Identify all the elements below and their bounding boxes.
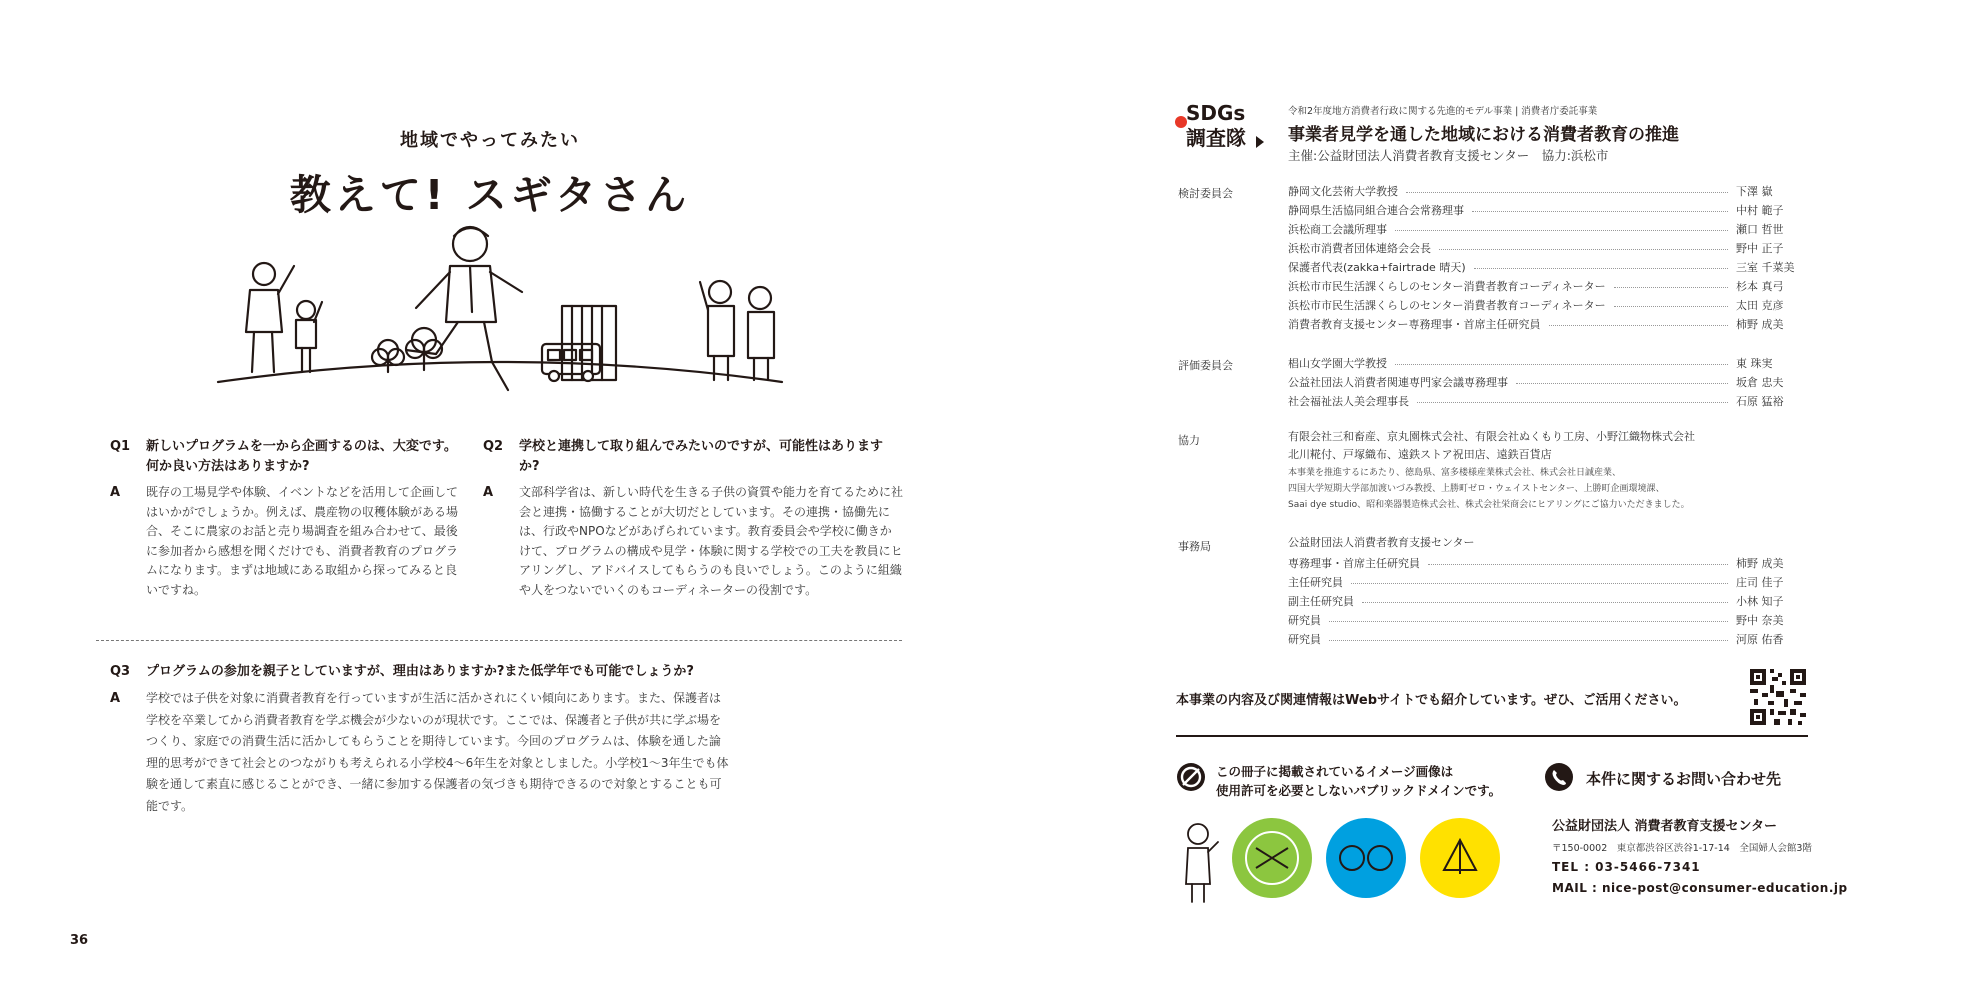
member-row: 専務理事・首席主任研究員 柿野 成美 (1288, 556, 1784, 570)
note-line: Saai dye studio、昭和楽器製造株式会社、株式会社栄商会にヒアリングにご協力いただきました。 (1288, 500, 1690, 510)
logo-text-top: SDGs (1186, 101, 1246, 125)
qr-code-icon[interactable] (1750, 669, 1806, 725)
member-row: 静岡県生活協同組合連合会常務理事 中村 範子 (1288, 203, 1784, 217)
contact-org: 公益財団法人 消費者教育支援センター (1552, 819, 1778, 834)
phone-icon (1544, 762, 1574, 792)
question-row (110, 437, 466, 477)
answer-mark: A (110, 485, 121, 500)
answer-row (483, 483, 903, 600)
public-domain-icon (1176, 762, 1206, 792)
member-row: 主任研究員 庄司 佳子 (1288, 575, 1784, 589)
logo-text-bottom: 調査隊 (1186, 126, 1246, 150)
note-line: 本事業を推進するにあたり、徳島県、富多楼様産業株式会社、株式会社日誠産業、 (1288, 468, 1622, 478)
evaluation-committee-label: 評価委員会 (1178, 359, 1233, 372)
member-row: 浜松市消費者団体連絡会会長 野中 正子 (1288, 241, 1784, 255)
answer-text: 既存の工場見学や体験、イベントなどを活用して企画してはいかがでしょうか。例えば、農産物の収穫体験がある場合、そこに農家のお話と売り場調査を組み合わせて、最後に参加者から感想を聞くだけでも、消費者教育のプログラムになります。まずは地域にある取組から探ってみると良いですね。 (146, 485, 459, 597)
cooperation-text (1288, 428, 1695, 464)
review-committee-list (1288, 181, 1798, 333)
cooperation-line: 北川糀付、戸塚織布、遠鉄ストア祝田店、遠鉄百貨店 (1288, 448, 1552, 461)
member-row: 浜松商工会議所理事 瀬口 哲世 (1288, 222, 1784, 236)
question-row (483, 437, 903, 477)
contact-mail[interactable]: MAIL : nice-post@consumer-education.jp (1552, 881, 1848, 895)
member-row: 社会福祉法人美会理事長 石原 猛裕 (1288, 394, 1784, 408)
question-text: プログラムの参加を親子としていますが、理由はありますか?また低学年でも可能でしょうか? (146, 664, 694, 679)
contact-title: 本件に関するお問い合わせ先 (1586, 770, 1782, 788)
qa-item-3 (110, 662, 730, 817)
note-line: 四国大学短期大学部加渡いづみ教授、上勝町ゼロ・ウェイストセンター、上勝町企画環境課、 (1288, 484, 1665, 494)
secretariat-org: 公益財団法人消費者教育支援センター (1288, 536, 1475, 549)
member-row: 研究員 河原 佑香 (1288, 632, 1784, 646)
project-meta: 令和2年度地方消費者行政に関する先進的モデル事業 | 消費者庁委託事業 (1288, 106, 1598, 117)
contact-address: 〒150-0002 東京都渋谷区渋谷1-17-14 全国婦人会館3階 (1552, 843, 1812, 854)
note-line: 使用許可を必要としないパブリックドメインです。 (1216, 783, 1502, 798)
qa-item-1 (110, 437, 466, 600)
member-row: 保護者代表(zakka+fairtrade 晴天) 三室 千菜美 (1288, 260, 1795, 274)
page-number: 36 (70, 933, 89, 948)
cooperation-note (1288, 465, 1690, 513)
sdgs-stickers-illustration (1176, 812, 1516, 907)
section-divider (96, 640, 902, 641)
page-title: 教えて! スギタさん (289, 171, 691, 219)
secretariat-label: 事務局 (1178, 540, 1211, 553)
member-row: 浜松市市民生活課くらしのセンター消費者教育コーディネーター 杉本 真弓 (1288, 279, 1784, 293)
question-text: 新しいプログラムを一から企画するのは、大変です。何か良い方法はありますか? (146, 439, 457, 474)
answer-row (110, 483, 466, 600)
member-row: 浜松市市民生活課くらしのセンター消費者教育コーディネーター 太田 克彦 (1288, 298, 1784, 312)
member-row: 椙山女学園大学教授 東 珠実 (1288, 356, 1773, 370)
qa-item-2 (483, 437, 903, 600)
section-rule (1176, 735, 1808, 737)
question-text: 学校と連携して取り組んでみたいのですが、可能性はありますか? (519, 439, 884, 474)
answer-text: 学校では子供を対象に消費者教育を行っていますが生活に活かされにくい傾向にあります。また、保護者は学校を卒業してから消費者教育を学ぶ機会が少ないのが現状です。ここでは、保護者と子供が共に学ぶ場をつくり、家庭での消費生活に活かしてもらうことを期待しています。今回のプログラムは、体験を通した論理的思考ができて社会とのつながりも考えられる小学校4〜6年生を対象としました。小学校1〜3年生でも体験を通して素直に感じることができ、一緒に参加する保護者の気づきも期待できるので対象とすることも可能です。 (146, 691, 729, 813)
answer-mark: A (483, 485, 494, 500)
contact-tel: TEL : 03-5466-7341 (1552, 860, 1701, 874)
member-row: 副主任研究員 小林 知子 (1288, 594, 1784, 608)
project-organizer: 主催:公益財団法人消費者教育支援センター 協力:浜松市 (1288, 148, 1609, 163)
question-number: Q3 (110, 664, 131, 679)
answer-row (110, 688, 730, 817)
note-line: この冊子に掲載されているイメージ画像は (1216, 764, 1454, 779)
sugita-illustration (210, 222, 790, 410)
public-domain-note (1216, 762, 1501, 800)
question-number: Q1 (110, 439, 131, 454)
answer-text: 文部科学省は、新しい時代を生きる子供の資質や能力を育てるために社会と連携・協働することが大切だとしています。その連携・協働先には、行政やNPOなどがあげられています。教育委員会や学校に働きかけて、プログラムの構成や見学・体験に関する学校での工夫を教員にヒアリングし、アドバイスしてもらうのも良いでしょう。このように組織や人をつないでいくのもコーディネーターの役割です。 (519, 485, 904, 597)
member-row: 公益社団法人消費者関連専門家会議専務理事 坂倉 忠夫 (1288, 375, 1784, 389)
question-number: Q2 (483, 439, 504, 454)
right-page (990, 0, 1980, 991)
cooperation-label: 協力 (1178, 434, 1200, 447)
sdgs-chosatai-logo (1172, 98, 1272, 156)
review-committee-label: 検討委員会 (1178, 187, 1233, 200)
cooperation-line: 有限会社三和畜産、京丸園株式会社、有限会社ぬくもり工房、小野江織物株式会社 (1288, 430, 1695, 443)
evaluation-committee-list (1288, 353, 1798, 410)
member-row: 消費者教育支援センター専務理事・首席主任研究員 柿野 成美 (1288, 317, 1784, 331)
member-row: 静岡文化芸術大学教授 下澤 嶽 (1288, 184, 1773, 198)
pre-title: 地域でやってみたい (400, 130, 580, 151)
project-title: 事業者見学を通した地域における消費者教育の推進 (1288, 125, 1679, 145)
web-note: 本事業の内容及び関連情報はWebサイトでも紹介しています。ぜひ、ご活用ください。 (1176, 693, 1687, 708)
member-row: 研究員 野中 奈美 (1288, 613, 1784, 627)
answer-mark: A (110, 691, 121, 706)
secretariat-list (1288, 553, 1798, 648)
question-row (110, 662, 730, 682)
